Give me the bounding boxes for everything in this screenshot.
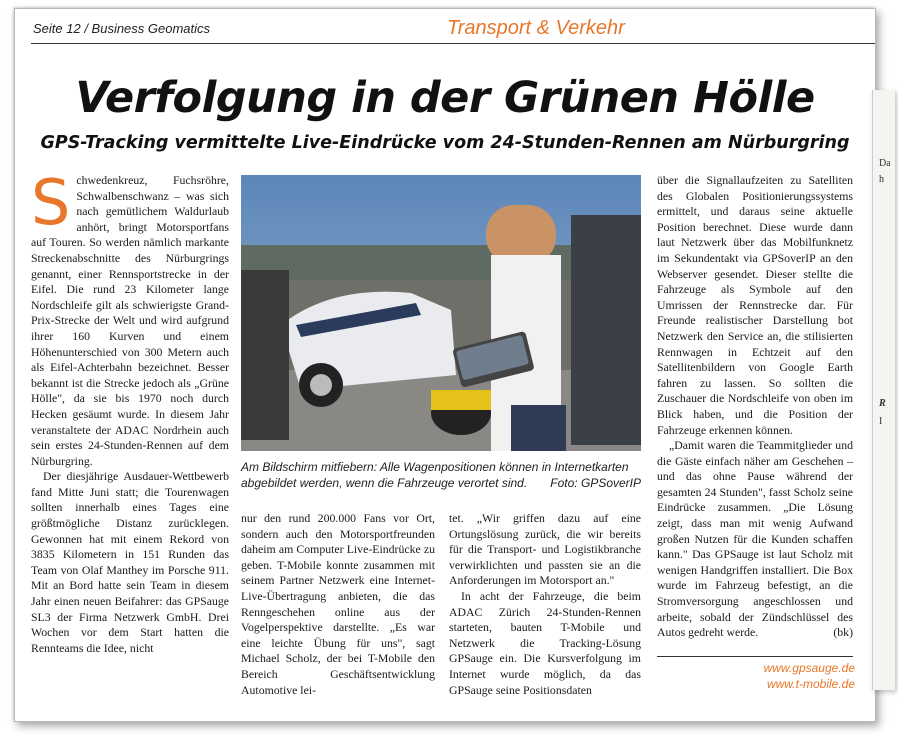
paragraph: nur den rund 200.000 Fans vor Ort, sondern auch den Motorsportfreunden daheim am Computer Live-Eindrücke zu geben. T-Mobile konnte zusammen mit seinem Partner Netzwerk eine Internet-Live-Übertragung anbieten, die das Renngeschehen online aus der Vogelperspektive darstellte. „Es war eine leichte Übung für uns", sagt Michael Scholz, der bei T-Mobile den Bereich Geschäftsentwicklung Automotive lei- xyxy=(241,511,435,697)
article-photo xyxy=(241,175,641,451)
caption-text: Am Bildschirm mitfiebern: Alle Wagenpositionen können in Internetkarten abgebildet werden, wenn die Fahrzeuge verortet sind. xyxy=(241,460,629,490)
link-gpsauge[interactable]: www.gpsauge.de xyxy=(763,661,855,675)
link-t-mobile[interactable]: www.t-mobile.de xyxy=(766,677,855,691)
links-divider xyxy=(657,656,853,657)
paragraph: In acht der Fahrzeuge, die beim ADAC Zürich 24-Stunden-Rennen starteten, bauten T-Mobile und Netzwerk die Tracking-Lösung GPSauge ein. Die Kursverfolgung im Internet wurde möglich, da das GPSauge seine Positionsdaten xyxy=(449,588,641,697)
paragraph: über die Signallaufzeiten zu Satelliten des Globalen Positionierungssystems ermittelt, und daraus seine aktuelle Position berechnet. Diese wurde dann laut Netzwerk über das Mobilfunknetz im Sekundentakt via GPSoverIP an den Webserver gesendet. Dieser stellte die Fahrzeuge als Symbole auf den Umrissen der Rennstrecke dar. Für Freunde realistischer Darstellung bot Netzwerk den Service an, die stilisierten Rennwagen in Echtzeit auf den Satellitenbildern von Google Earth fahren zu lassen. So sollten die Zuschauer die Nordschleife von oben im Blick haben, und die Position der Fahrzeuge erkennen können. xyxy=(657,173,853,437)
race-pit-photo-illustration xyxy=(241,175,641,451)
paragraph: „Damit waren die Teammitglieder und die Gäste einfach näher am Geschehen – und das ohne Pause während der gesamten 24 Stunden", fasst Scholz seine Eindrücke zusammen. „Die Lösung zeigt, dass man mit wenig Aufwand großen Nutzen für die Kunden schaffen kann." Das GPSauge ist laut Scholz mit wenigen Handgriffen installiert. Die Box wurde im Fahrzeug befestigt, an die Stromversorgung angeschlossen und arbeite, sobald der Zündschlüssel des Autos gedreht werde. xyxy=(657,438,853,640)
author-signature: (bk) xyxy=(833,625,853,640)
text-column-3 xyxy=(449,511,641,698)
adjacent-page-edge xyxy=(872,90,895,690)
article-headline: Verfolgung in der Grünen Hölle xyxy=(75,73,815,123)
photo-caption xyxy=(241,459,641,491)
newspaper-page xyxy=(14,8,876,722)
text-column-4 xyxy=(657,173,853,641)
drop-cap: S xyxy=(31,166,71,239)
article-subheadline: GPS-Tracking vermittelte Live-Eindrücke vom 24-Stunden-Rennen am Nürburgring xyxy=(40,133,850,153)
fragment-text: Da xyxy=(879,158,891,169)
page-section-label: Seite 12 / Business Geomatics xyxy=(33,21,211,36)
fragment-text: R xyxy=(879,398,886,409)
fragment-text: I xyxy=(879,416,883,427)
category-label: Transport & Verkehr xyxy=(447,17,625,39)
photo-credit: Foto: GPSoverIP xyxy=(550,476,641,490)
header-divider xyxy=(31,43,876,44)
paragraph: chwedenkreuz, Fuchsröhre, Schwalbenschwanz – was sich nach gemütlichem Waldurlaub anhört, bringt Motorsportfans auf Touren. So werden nämlich markante Streckenabschnitte des Nürburgrings genannt, einer Rennsportstrecke in der Eifel. Die rund 23 Kilometer lange Nordschleife gilt als schwierigste Grand-Prix-Strecke der Welt und wird aufgrund ihrer 160 Kurven und einem Höhenunterschied von 300 Metern auch als Eifel-Achterbahn bezeichnet. Besser bekannt ist die Strecke jedoch als „Grüne Hölle", da sie bis 1970 noch durch Hecken gesäumt wurde. In diesem Jahr veranstaltete der ADAC Nordrhein auch sein erstes 24-Stunden-Rennen auf dem Nürburgring. xyxy=(31,173,229,468)
fragment-text: h xyxy=(879,174,884,185)
text-column-2 xyxy=(241,511,435,698)
text-column-1 xyxy=(31,166,229,656)
paragraph: Der diesjährige Ausdauer-Wettbewerb fand Mitte Juni statt; die Tourenwagen sollten innerhalb eines Tages eine größtmögliche Distanz zurücklegen. Gewonnen hat mit einem Rekord von 3835 Kilometern in 151 Runden das Team von Olaf Manthey im Porsche 911. Mit an Bord hatte sein Team in diesem Jahr einen neuen Beifahrer: das GPSauge SL3 der Firma Netzwerk GmbH. Drei Wochen vor dem Start hatten die Rennteams die Idee, nicht xyxy=(31,469,229,655)
paragraph: tet. „Wir griffen dazu auf eine Ortungslösung zurück, die wir bereits für die Transport- und Logistikbranche verwirklichten und passten sie an die Anforderungen im Motorsport an." xyxy=(449,511,641,588)
